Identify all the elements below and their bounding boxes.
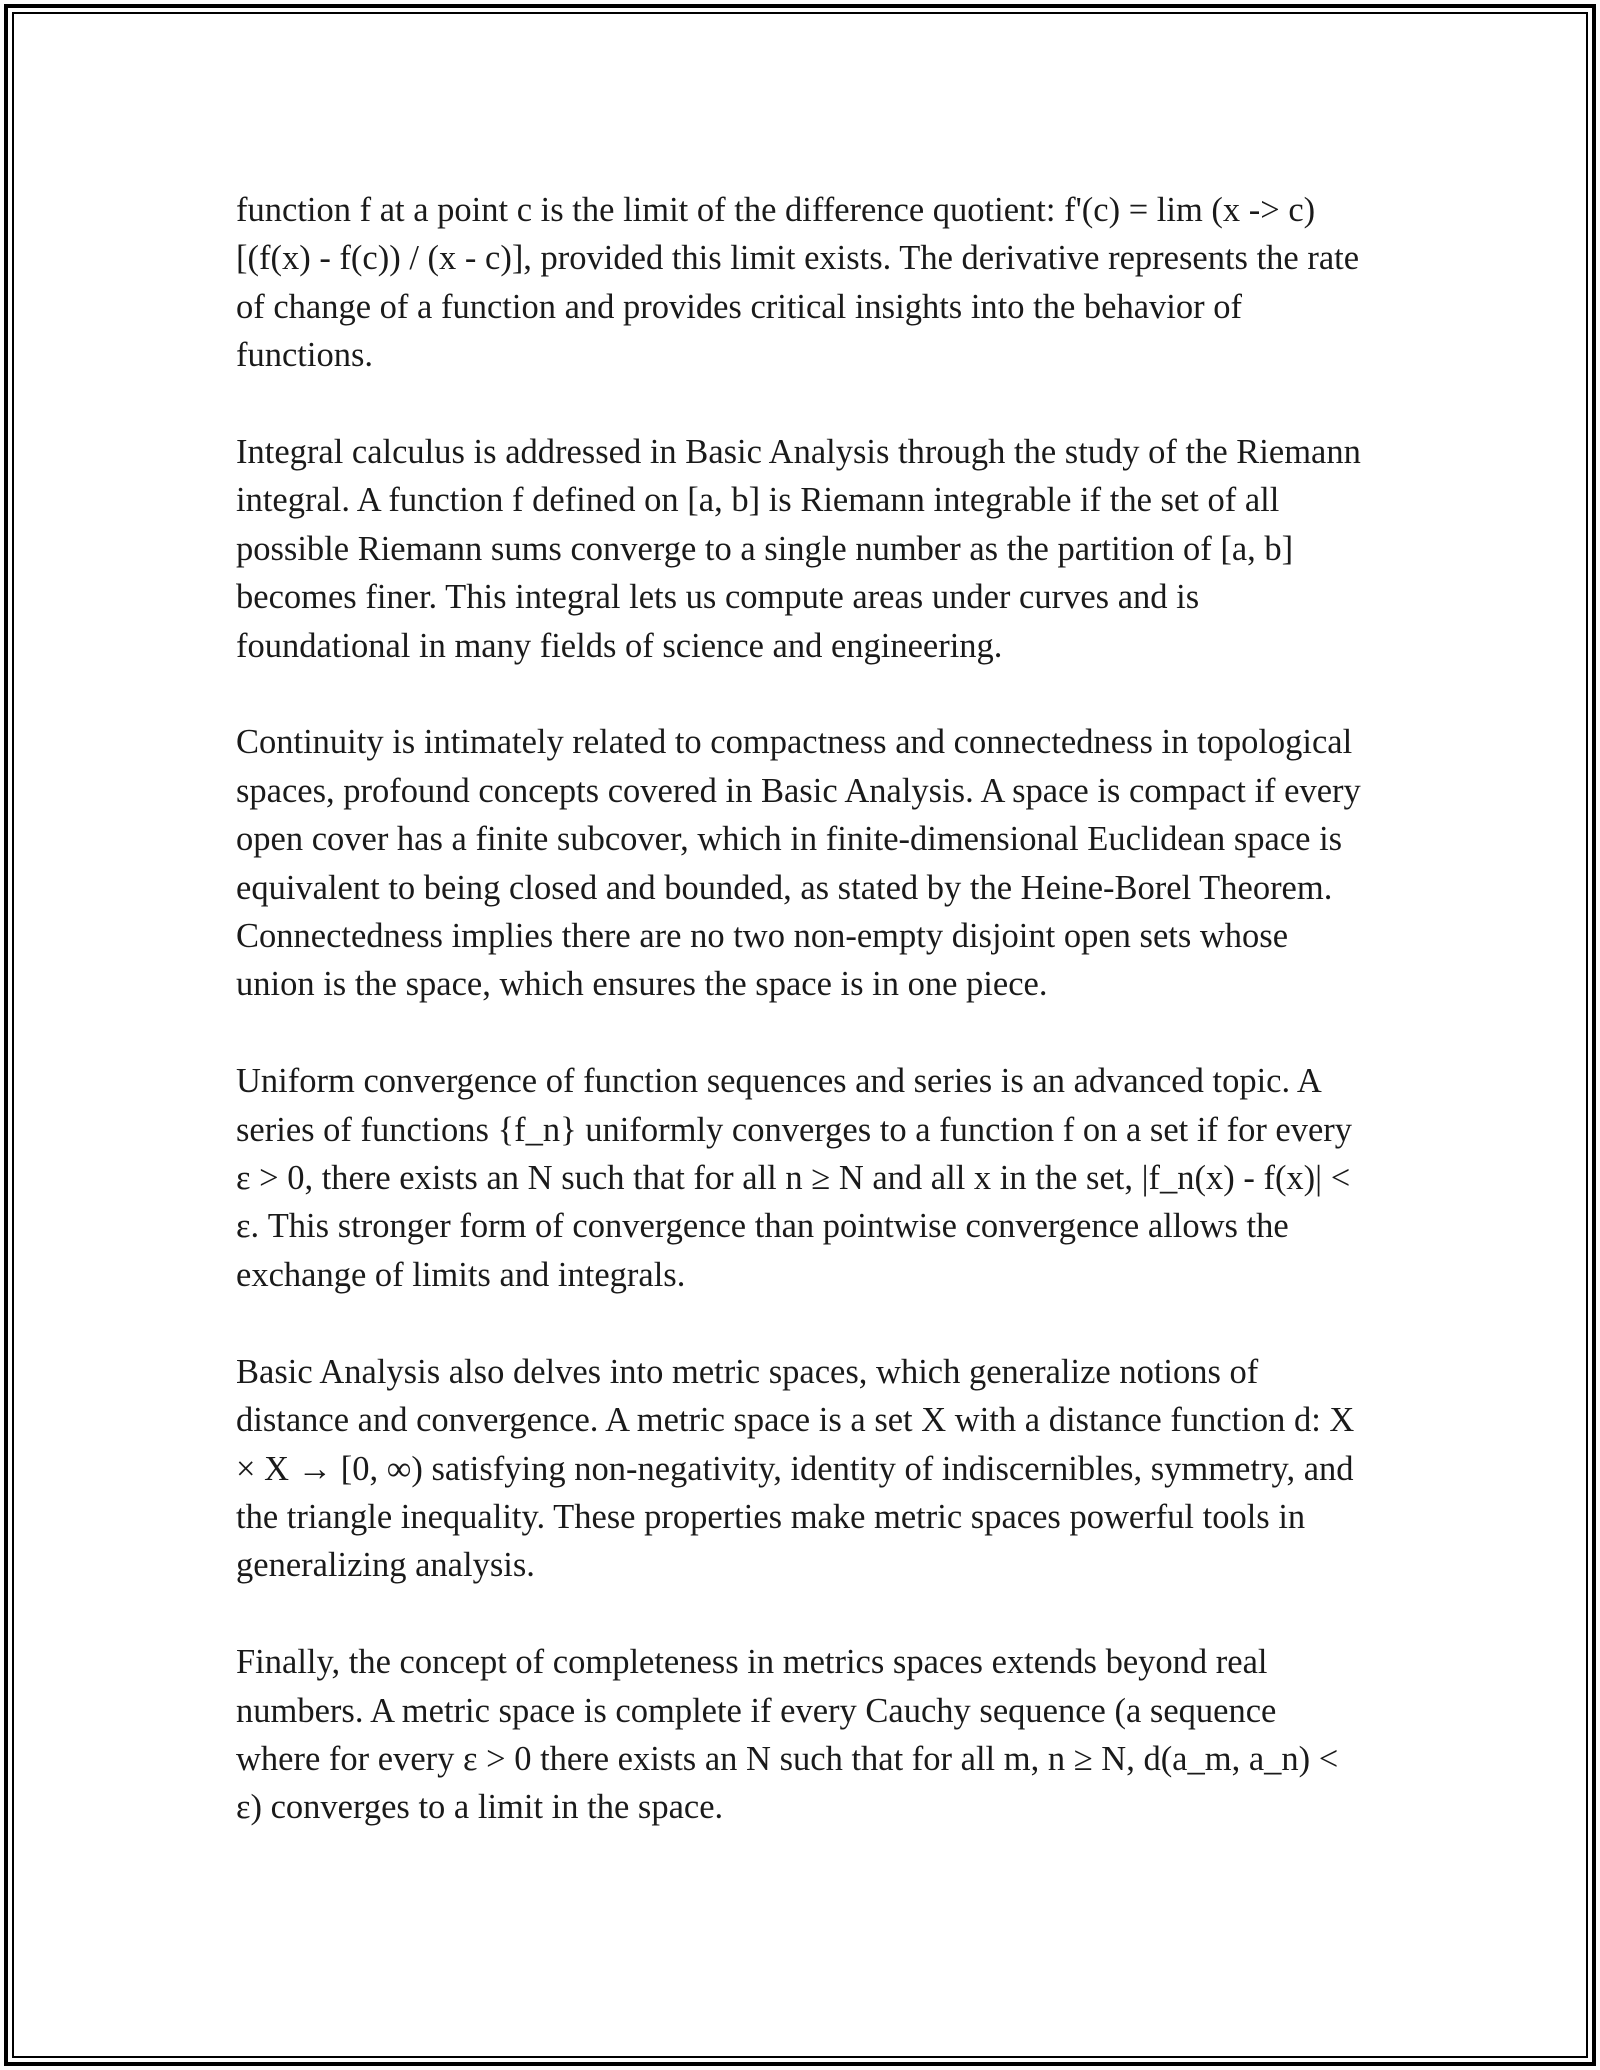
paragraph-riemann-integral: Integral calculus is addressed in Basic Analysis through the study of the Riemann integral. A function f defined on [a, b] is Riemann integrable if the set of all possible Riemann sums converge to a single number as the partition of [a, b] becomes finer. This integral lets us compute areas under curves and is foundational in many fields of science and engineering. bbox=[236, 433, 1361, 665]
document-body bbox=[236, 186, 1366, 1832]
paragraph-derivative: function f at a point c is the limit of the difference quotient: f'(c) = lim (x -> c) [(f(x) - f(c)) / (x - c)], provided this limit exists. The derivative represents the rate of change of a function and provides critical insights into the behavior of functions. bbox=[236, 191, 1360, 375]
paragraph-compactness-connectedness: Continuity is intimately related to compactness and connectedness in topological spaces, profound concepts covered in Basic Analysis. A space is compact if every open cover has a finite subcover, which in finite-dimensional Euclidean space is equivalent to being closed and bounded, as stated by the Heine-Borel Theorem. Connectedness implies there are no two non-empty disjoint open sets whose union is the space, which ensures the space is in one piece. bbox=[236, 723, 1361, 1004]
paragraph-metric-spaces: Basic Analysis also delves into metric spaces, which generalize notions of distance and convergence. A metric space is a set X with a distance function d: X × X → [0, ∞) satisfying non-negativity, identity of indiscernibles, symmetry, and the triangle inequality. These properties make metric spaces powerful tools in generalizing analysis. bbox=[236, 1352, 1355, 1585]
paragraph-completeness: Finally, the concept of completeness in metrics spaces extends beyond real numbers. A metric space is complete if every Cauchy sequence (a sequence where for every ε > 0 there exists an N such that for all m, n ≥ N, d(a_m, a_n) < ε) converges to a limit in the space. bbox=[236, 1643, 1339, 1827]
paragraph-uniform-convergence: Uniform convergence of function sequences and series is an advanced topic. A series of functions {f_n} uniformly converges to a function f on a set if for every ε > 0, there exists an N such that for all n ≥ N and all x in the set, |f_n(x) - f(x)| < ε. This stronger form of convergence than pointwise convergence allows the exchange of limits and integrals. bbox=[236, 1062, 1353, 1294]
